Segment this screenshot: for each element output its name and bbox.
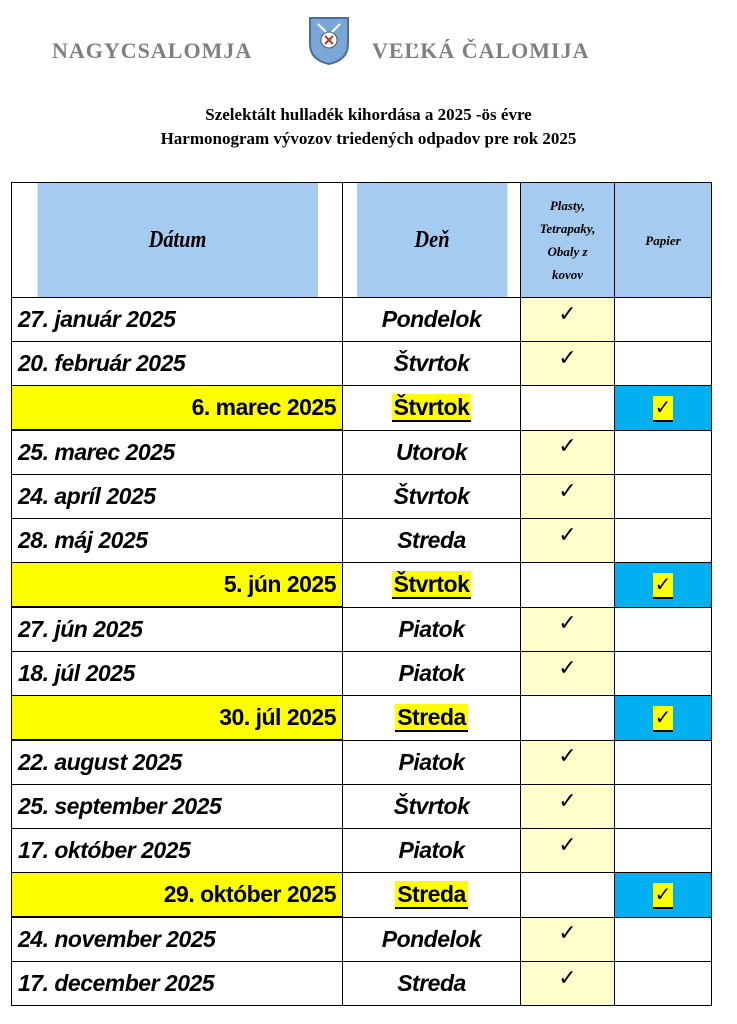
coat-of-arms-icon: [306, 14, 352, 66]
day-label: Štvrtok: [393, 483, 470, 509]
plastics-cell: [521, 519, 615, 563]
paper-cell: [615, 607, 712, 652]
check-icon: ✓: [558, 344, 577, 370]
check-icon: ✓: [558, 964, 577, 990]
day-cell: [343, 342, 521, 386]
date-cell: 30. júl 2025: [12, 696, 343, 741]
plastics-cell: [521, 873, 615, 918]
day-cell: [343, 298, 521, 342]
check-icon: ✓: [558, 654, 577, 680]
date-cell: 6. marec 2025: [12, 386, 343, 431]
table-row: [12, 386, 712, 431]
column-header-day: Deň: [356, 183, 507, 298]
column-header-paper: Papier: [615, 183, 712, 298]
table-row: [12, 696, 712, 741]
day-label: Štvrtok: [393, 394, 470, 421]
paper-cell: [615, 475, 712, 519]
paper-cell: [615, 917, 712, 962]
check-icon: ✓: [653, 573, 674, 599]
date-cell: 24. apríl 2025: [12, 475, 343, 519]
column-header-plastics: [521, 183, 615, 298]
check-icon: ✓: [558, 743, 577, 769]
day-cell: [343, 652, 521, 696]
table-row: [12, 298, 712, 342]
day-label: Streda: [397, 881, 466, 908]
table-row: [12, 873, 712, 918]
date-cell: 5. jún 2025: [12, 563, 343, 608]
day-label: Utorok: [395, 438, 468, 465]
day-label: Štvrtok: [393, 571, 470, 598]
date-cell: 27. jún 2025: [12, 607, 343, 652]
plastics-cell: [521, 563, 615, 608]
column-header-plastics-line: Obaly z: [547, 244, 588, 259]
table-row: [12, 563, 712, 608]
table-row: [12, 740, 712, 785]
schedule-rows: [12, 298, 712, 1006]
paper-cell: [615, 519, 712, 563]
day-cell: [343, 386, 521, 431]
plastics-cell: [521, 696, 615, 741]
plastics-cell: [521, 917, 615, 962]
table-row: [12, 475, 712, 519]
table-row: [12, 430, 712, 475]
day-cell: [343, 696, 521, 741]
paper-cell: [615, 342, 712, 386]
plastics-cell: [521, 652, 615, 696]
day-label: Piatok: [398, 837, 465, 863]
paper-cell: [615, 696, 712, 741]
check-icon: ✓: [653, 706, 674, 732]
check-icon: ✓: [558, 787, 577, 813]
date-cell: 17. október 2025: [12, 829, 343, 873]
table-row: [12, 962, 712, 1006]
date-cell: 20. február 2025: [12, 342, 343, 386]
paper-cell: [615, 298, 712, 342]
plastics-cell: [521, 298, 615, 342]
table-row: [12, 342, 712, 386]
plastics-cell: [521, 342, 615, 386]
day-label: Pondelok: [381, 306, 482, 332]
column-header-plastics-line: Plasty,: [549, 198, 586, 213]
day-cell: [343, 430, 521, 475]
day-label: Piatok: [398, 660, 465, 686]
check-icon: ✓: [653, 883, 674, 909]
day-cell: [343, 475, 521, 519]
day-label: Piatok: [398, 748, 465, 775]
check-icon: ✓: [558, 433, 577, 459]
plastics-cell: [521, 740, 615, 785]
plastics-cell: [521, 607, 615, 652]
table-row: [12, 917, 712, 962]
plastics-cell: [521, 386, 615, 431]
town-name-slovak: VEĽKÁ ČALOMIJA: [372, 38, 590, 63]
check-icon: ✓: [558, 610, 577, 636]
day-cell: [343, 873, 521, 918]
day-cell: [343, 829, 521, 873]
date-cell: 27. január 2025: [12, 298, 343, 342]
date-cell: 22. august 2025: [12, 740, 343, 785]
paper-cell: [615, 873, 712, 918]
day-cell: [343, 962, 521, 1006]
table-row: [12, 519, 712, 563]
schedule-table: [11, 182, 712, 1006]
table-header-row: [12, 183, 712, 298]
day-cell: [343, 607, 521, 652]
check-icon: ✓: [558, 521, 577, 547]
date-cell: 24. november 2025: [12, 917, 343, 962]
check-icon: ✓: [558, 477, 577, 503]
plastics-cell: [521, 475, 615, 519]
paper-cell: [615, 740, 712, 785]
date-cell: 25. marec 2025: [12, 430, 343, 475]
day-label: Štvrtok: [393, 793, 470, 819]
date-cell: 17. december 2025: [12, 962, 343, 1006]
day-cell: [343, 740, 521, 785]
paper-cell: [615, 962, 712, 1006]
check-icon: ✓: [653, 396, 674, 422]
day-cell: [343, 917, 521, 962]
plastics-cell: [521, 785, 615, 829]
plastics-cell: [521, 430, 615, 475]
paper-cell: [615, 829, 712, 873]
table-row: [12, 652, 712, 696]
column-header-plastics-line: kovov: [551, 267, 584, 282]
document-title-hungarian: Szelektált hulladék kihordása a 2025 -ös évre: [205, 105, 532, 124]
paper-cell: [615, 652, 712, 696]
day-cell: [343, 563, 521, 608]
day-label: Streda: [397, 704, 466, 731]
town-name-hungarian: NAGYCSALOMJA: [52, 38, 253, 63]
table-row: [12, 829, 712, 873]
plastics-cell: [521, 829, 615, 873]
day-label: Streda: [397, 527, 466, 553]
date-cell: 29. október 2025: [12, 873, 343, 918]
plastics-cell: [521, 962, 615, 1006]
table-row: [12, 785, 712, 829]
paper-cell: [615, 430, 712, 475]
paper-cell: [615, 563, 712, 608]
date-cell: 28. máj 2025: [12, 519, 343, 563]
day-label: Piatok: [398, 615, 465, 642]
page-header: [0, 14, 737, 74]
day-cell: [343, 785, 521, 829]
column-header-date: Dátum: [36, 183, 317, 298]
day-cell: [343, 519, 521, 563]
paper-cell: [615, 386, 712, 431]
column-header-plastics-line: Tetrapaky,: [539, 221, 596, 236]
check-icon: ✓: [558, 831, 577, 857]
document-title-slovak: Harmonogram vývozov triedených odpadov pre rok 2025: [160, 129, 577, 148]
paper-cell: [615, 785, 712, 829]
day-label: Štvrtok: [393, 350, 470, 376]
check-icon: ✓: [558, 920, 577, 946]
date-cell: 18. júl 2025: [12, 652, 343, 696]
date-cell: 25. september 2025: [12, 785, 343, 829]
check-icon: ✓: [558, 300, 577, 326]
day-label: Streda: [397, 970, 466, 996]
table-row: [12, 607, 712, 652]
day-label: Pondelok: [381, 925, 482, 952]
